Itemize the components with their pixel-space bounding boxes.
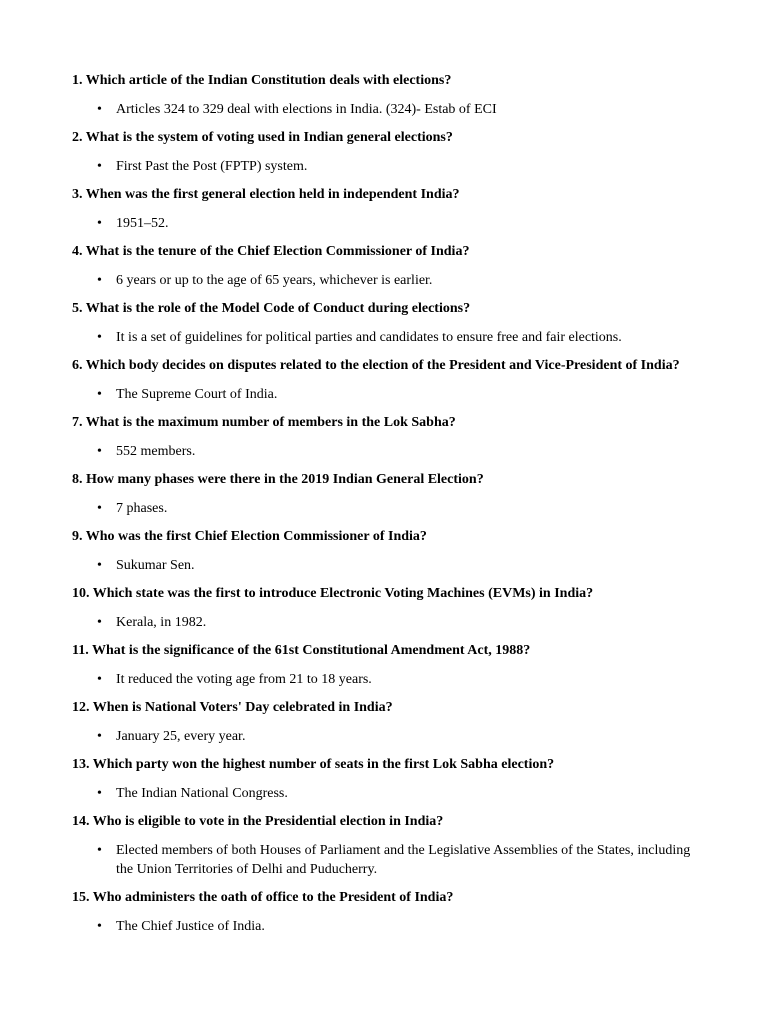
qa-item-5 bbox=[72, 300, 692, 347]
answer-text: First Past the Post (FPTP) system. bbox=[116, 159, 308, 174]
question-5: 5. What is the role of the Model Code of Conduct during elections? bbox=[72, 301, 471, 316]
qa-item-10 bbox=[72, 585, 692, 632]
question-4: 4. What is the tenure of the Chief Election Commissioner of India? bbox=[72, 244, 470, 259]
qa-item-2 bbox=[72, 129, 692, 176]
question-11: 11. What is the significance of the 61st Constitutional Amendment Act, 1988? bbox=[72, 643, 531, 658]
answer-text: 552 members. bbox=[116, 444, 196, 459]
answer-list-8 bbox=[72, 499, 692, 518]
qa-item-15 bbox=[72, 889, 692, 936]
bullet-icon: • bbox=[97, 558, 102, 573]
bullet-icon: • bbox=[97, 615, 102, 630]
question-2: 2. What is the system of voting used in Indian general elections? bbox=[72, 130, 453, 145]
answer-list-3 bbox=[72, 214, 692, 233]
qa-item-8 bbox=[72, 471, 692, 518]
bullet-icon: • bbox=[97, 273, 102, 288]
answer-9 bbox=[72, 556, 692, 575]
answer-text: Elected members of both Houses of Parliament and the Legislative Assemblies of the States, including the Union Territories of Delhi and Puducherry. bbox=[116, 843, 691, 877]
question-10: 10. Which state was the first to introduce Electronic Voting Machines (EVMs) in India? bbox=[72, 586, 594, 601]
qa-item-7 bbox=[72, 414, 692, 461]
bullet-icon: • bbox=[97, 387, 102, 402]
answer-text: The Supreme Court of India. bbox=[116, 387, 278, 402]
document-page bbox=[72, 72, 692, 946]
qa-item-3 bbox=[72, 186, 692, 233]
question-1: 1. Which article of the Indian Constitution deals with elections? bbox=[72, 73, 452, 88]
answer-list-12 bbox=[72, 727, 692, 746]
answer-3 bbox=[72, 214, 692, 233]
bullet-icon: • bbox=[97, 919, 102, 934]
question-9: 9. Who was the first Chief Election Commissioner of India? bbox=[72, 529, 427, 544]
answer-10 bbox=[72, 613, 692, 632]
answer-4 bbox=[72, 271, 692, 290]
answer-list-6 bbox=[72, 385, 692, 404]
answer-text: 1951–52. bbox=[116, 216, 169, 231]
bullet-icon: • bbox=[97, 216, 102, 231]
bullet-icon: • bbox=[97, 159, 102, 174]
question-13: 13. Which party won the highest number of seats in the first Lok Sabha election? bbox=[72, 757, 555, 772]
answer-1 bbox=[72, 100, 692, 119]
answer-list-10 bbox=[72, 613, 692, 632]
bullet-icon: • bbox=[97, 102, 102, 117]
bullet-icon: • bbox=[97, 729, 102, 744]
answer-2 bbox=[72, 157, 692, 176]
answer-list-7 bbox=[72, 442, 692, 461]
answer-12 bbox=[72, 727, 692, 746]
answer-13 bbox=[72, 784, 692, 803]
answer-list-11 bbox=[72, 670, 692, 689]
answer-5 bbox=[72, 328, 692, 347]
qa-item-9 bbox=[72, 528, 692, 575]
question-14: 14. Who is eligible to vote in the Presidential election in India? bbox=[72, 814, 444, 829]
answer-text: The Chief Justice of India. bbox=[116, 919, 265, 934]
bullet-icon: • bbox=[97, 786, 102, 801]
answer-text: It is a set of guidelines for political parties and candidates to ensure free and fair elections. bbox=[116, 330, 622, 345]
question-3: 3. When was the first general election held in independent India? bbox=[72, 187, 460, 202]
bullet-icon: • bbox=[97, 843, 102, 858]
answer-15 bbox=[72, 917, 692, 936]
answer-text: The Indian National Congress. bbox=[116, 786, 288, 801]
answer-8 bbox=[72, 499, 692, 518]
qa-item-13 bbox=[72, 756, 692, 803]
answer-text: Articles 324 to 329 deal with elections in India. (324)- Estab of ECI bbox=[116, 102, 497, 117]
qa-item-1 bbox=[72, 72, 692, 119]
question-8: 8. How many phases were there in the 2019 Indian General Election? bbox=[72, 472, 484, 487]
qa-item-12 bbox=[72, 699, 692, 746]
answer-list-1 bbox=[72, 100, 692, 119]
qa-item-14 bbox=[72, 813, 692, 879]
question-15: 15. Who administers the oath of office to the President of India? bbox=[72, 890, 454, 905]
bullet-icon: • bbox=[97, 330, 102, 345]
answer-list-14 bbox=[72, 841, 692, 879]
answer-list-13 bbox=[72, 784, 692, 803]
answer-text: It reduced the voting age from 21 to 18 years. bbox=[116, 672, 372, 687]
qa-item-11 bbox=[72, 642, 692, 689]
answer-14 bbox=[72, 841, 692, 879]
answer-list-2 bbox=[72, 157, 692, 176]
bullet-icon: • bbox=[97, 444, 102, 459]
question-6: 6. Which body decides on disputes related to the election of the President and Vice-President of India? bbox=[72, 358, 680, 373]
answer-list-4 bbox=[72, 271, 692, 290]
question-7: 7. What is the maximum number of members in the Lok Sabha? bbox=[72, 415, 456, 430]
answer-list-15 bbox=[72, 917, 692, 936]
answer-text: January 25, every year. bbox=[116, 729, 246, 744]
answer-list-9 bbox=[72, 556, 692, 575]
answer-text: Kerala, in 1982. bbox=[116, 615, 207, 630]
answer-text: 7 phases. bbox=[116, 501, 168, 516]
bullet-icon: • bbox=[97, 501, 102, 516]
bullet-icon: • bbox=[97, 672, 102, 687]
question-12: 12. When is National Voters' Day celebrated in India? bbox=[72, 700, 393, 715]
qa-item-6 bbox=[72, 357, 692, 404]
answer-7 bbox=[72, 442, 692, 461]
qa-item-4 bbox=[72, 243, 692, 290]
answer-text: 6 years or up to the age of 65 years, whichever is earlier. bbox=[116, 273, 433, 288]
answer-6 bbox=[72, 385, 692, 404]
answer-list-5 bbox=[72, 328, 692, 347]
answer-text: Sukumar Sen. bbox=[116, 558, 195, 573]
answer-11 bbox=[72, 670, 692, 689]
